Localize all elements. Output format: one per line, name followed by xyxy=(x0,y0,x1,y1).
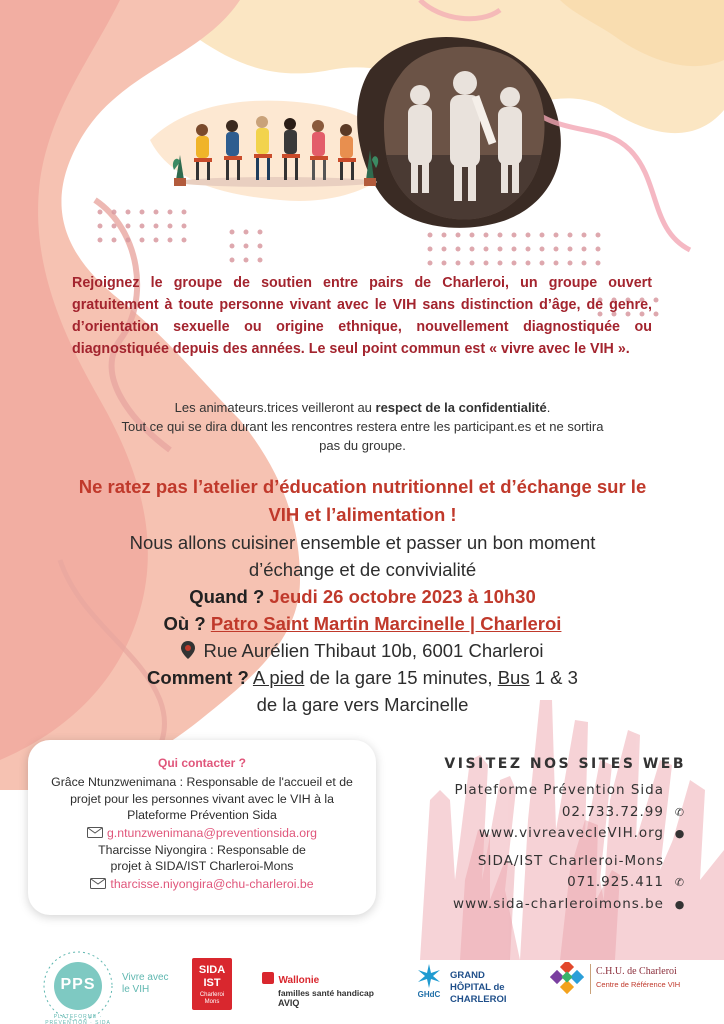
ghdc-name: GRAND HÔPITAL de CHARLEROI xyxy=(450,970,507,1005)
event-details xyxy=(60,473,665,718)
address-text: Rue Aurélien Thibaut 10b, 6001 Charleroi xyxy=(203,640,544,661)
event-where xyxy=(60,610,665,637)
web-1-link[interactable]: www.vivreavecleVIH.org xyxy=(478,825,664,841)
chu-mosaic-icon xyxy=(550,962,584,996)
globe-icon: ● xyxy=(674,897,686,911)
websites-panel xyxy=(386,756,686,915)
event-how xyxy=(60,664,665,691)
confidentiality-emphasis: respect de la confidentialité xyxy=(375,400,547,415)
how-label: Comment ? xyxy=(147,667,249,688)
event-when xyxy=(60,583,665,610)
contact-card xyxy=(28,740,376,915)
confidentiality-line2: Tout ce qui se dira durant les rencontres restera entre les participant.es et ne sortira pas du groupe. xyxy=(121,419,604,453)
vivre-logo-text: Vivre avec le VIH xyxy=(122,972,169,995)
wallonie-sub: familles santé handicap xyxy=(278,988,374,998)
intro-paragraph: Rejoignez le groupe de soutien entre pairs de Charleroi, un groupe ouvert gratuitement à toute personne vivant avec le VIH sans distinction d’âge, de genre, d’orientation sexuelle ou origine ethnique, nouvellement diagnostiquée ou diagnostiquée depuis des années. Le seul point commun est « vivre avec le VIH ». xyxy=(72,275,652,357)
phone-2-text[interactable]: 071.925.411 xyxy=(567,874,664,890)
envelope-icon xyxy=(87,827,103,838)
event-subline: Nous allons cuisiner ensemble et passer un bon moment d’échange et de convivialité xyxy=(129,532,596,580)
contact-email-2[interactable] xyxy=(28,875,376,893)
org-1-phone[interactable] xyxy=(386,802,686,824)
location-pin-icon xyxy=(181,641,195,659)
pps-ring-text: PLATEFORME · PRÉVENTION · SIDA xyxy=(45,1014,111,1024)
contact-person-2: Tharcisse Niyongira : Responsable de projet à SIDA/IST Charleroi-Mons xyxy=(98,842,306,873)
pps-logo xyxy=(40,948,116,1024)
contact-title: Qui contacter ? xyxy=(157,756,246,770)
org-2-label: SIDA/IST Charleroi-Mons xyxy=(477,852,664,869)
contact-email-1[interactable] xyxy=(28,824,376,842)
sida-ist-logo xyxy=(192,958,232,1010)
how-walk-rest: de la gare 15 minutes, xyxy=(304,667,498,688)
web-2-link[interactable]: www.sida-charleroimons.be xyxy=(453,895,664,912)
wallonie-aviq-logo xyxy=(262,970,382,1008)
chu-sub: Centre de Référence VIH xyxy=(596,980,681,989)
aviq-text: AVIQ xyxy=(278,998,300,1008)
envelope-icon xyxy=(90,878,106,889)
chu-name: C.H.U. de Charleroi xyxy=(596,966,677,977)
email-1-text[interactable]: g.ntunzwenimana@preventionsida.org xyxy=(106,825,318,840)
when-label: Quand ? xyxy=(189,586,265,607)
where-label: Où ? xyxy=(163,613,206,634)
rooster-icon xyxy=(262,972,274,984)
ghdc-mark: GHdC xyxy=(417,990,441,999)
org-1-name xyxy=(386,780,686,802)
globe-icon: ● xyxy=(674,827,686,840)
how-walk: A pied xyxy=(252,667,305,688)
phone-1-text[interactable]: 02.733.72.99 xyxy=(561,803,664,820)
phone-icon: ✆ xyxy=(674,805,686,819)
email-2-text[interactable]: tharcisse.niyongira@chu-charleroi.be xyxy=(110,876,314,891)
event-headline: Ne ratez pas l’atelier d’éducation nutritionnel et d’échange sur le VIH et l’alimentation ! xyxy=(78,476,647,525)
paper-figures-photo xyxy=(380,35,550,225)
pps-mark: PPS xyxy=(60,976,96,993)
phone-icon: ✆ xyxy=(674,876,686,889)
event-address xyxy=(60,637,665,664)
confidentiality-text: Les animateurs.trices veilleront au xyxy=(174,400,376,415)
confidentiality-period: . xyxy=(546,400,551,415)
event-how-line2: de la gare vers Marcinelle xyxy=(256,694,469,715)
wallonie-text: Wallonie xyxy=(278,975,320,986)
sida-ist-sub: Charleroi Mons xyxy=(199,992,225,1005)
how-bus: Bus xyxy=(497,667,530,688)
support-group-illustration xyxy=(170,100,385,190)
org-2-website[interactable] xyxy=(386,894,686,916)
org-2-name xyxy=(386,851,686,873)
when-value: Jeudi 26 octobre 2023 à 10h30 xyxy=(269,586,536,607)
org-1-label: Plateforme Prévention Sida xyxy=(454,782,664,798)
sida-ist-mark: SIDA IST xyxy=(198,964,226,989)
org-1-website[interactable] xyxy=(386,823,686,845)
ghdc-star-icon xyxy=(414,964,444,990)
sites-title: VISITEZ NOS SITES WEB xyxy=(444,756,686,772)
org-2-phone[interactable] xyxy=(386,872,686,894)
contact-person-1: Grâce Ntunzwenimana : Responsable de l'accueil et de projet pour les personnes vivant avec le VIH à la Plateforme Prévention Sida xyxy=(51,775,353,822)
chu-divider xyxy=(590,964,591,994)
where-value-link[interactable]: Patro Saint Martin Marcinelle | Charleroi xyxy=(210,613,562,634)
confidentiality-note xyxy=(110,398,615,455)
how-bus-rest: 1 & 3 xyxy=(529,667,578,688)
partner-logos xyxy=(0,946,724,1024)
